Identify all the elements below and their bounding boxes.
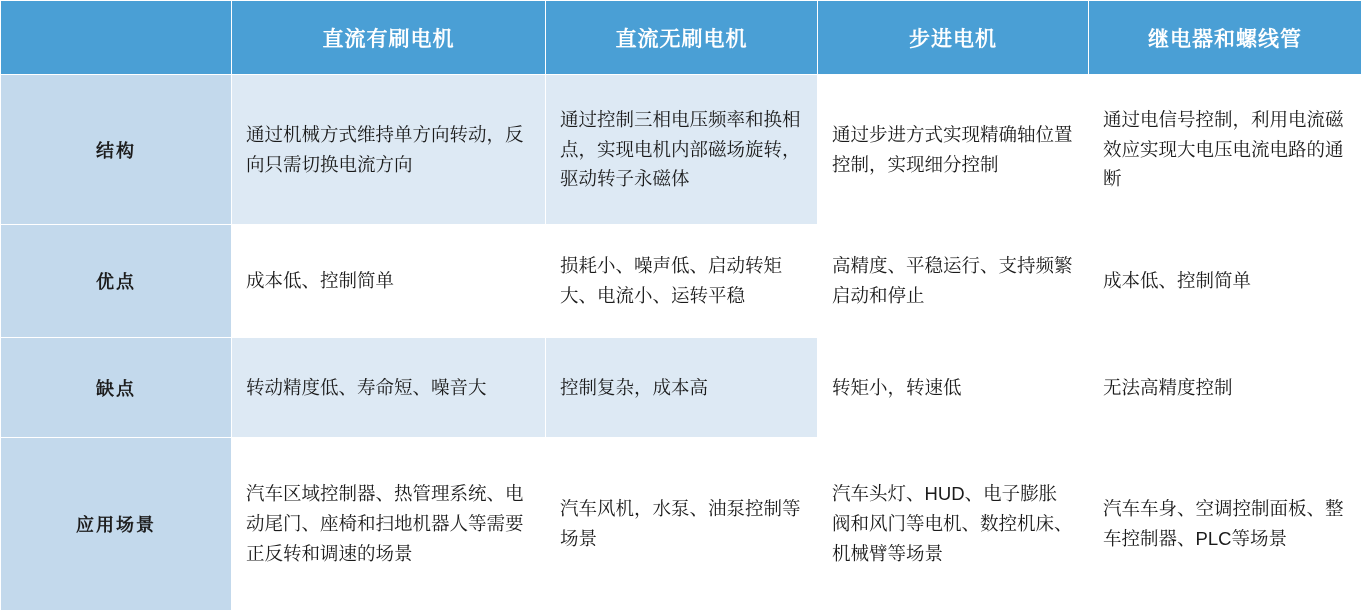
cell-advantages-dc-brushless: 损耗小、噪声低、启动转矩大、电流小、运转平稳 [546,225,818,338]
table-row-applications [1,438,1361,611]
cell-structure-stepper: 通过步进方式实现精确轴位置控制，实现细分控制 [818,75,1089,225]
cell-advantages-stepper: 高精度、平稳运行、支持频繁启动和停止 [818,225,1089,338]
row-header-disadvantages: 缺点 [1,338,232,438]
column-header-dc-brushless: 直流无刷电机 [546,1,818,75]
cell-applications-dc-brushed: 汽车区域控制器、热管理系统、电动尾门、座椅和扫地机器人等需要正反转和调速的场景 [232,438,546,611]
cell-applications-dc-brushless: 汽车风机，水泵、油泵控制等场景 [546,438,818,611]
table-row-disadvantages [1,338,1361,438]
cell-applications-stepper: 汽车头灯、HUD、电子膨胀阀和风门等电机、数控机床、机械臂等场景 [818,438,1089,611]
table-row-advantages [1,225,1361,338]
cell-structure-dc-brushed: 通过机械方式维持单方向转动，反向只需切换电流方向 [232,75,546,225]
cell-applications-relay-solenoid: 汽车车身、空调控制面板、整车控制器、PLC等场景 [1089,438,1361,611]
column-header-relay-solenoid: 继电器和螺线管 [1089,1,1361,75]
column-header-stepper: 步进电机 [818,1,1089,75]
cell-disadvantages-dc-brushed: 转动精度低、寿命短、噪音大 [232,338,546,438]
cell-structure-dc-brushless: 通过控制三相电压频率和换相点，实现电机内部磁场旋转，驱动转子永磁体 [546,75,818,225]
table-row-structure [1,75,1361,225]
cell-structure-relay-solenoid: 通过电信号控制，利用电流磁效应实现大电压电流电路的通断 [1089,75,1361,225]
table-body [1,75,1361,611]
cell-advantages-relay-solenoid: 成本低、控制简单 [1089,225,1361,338]
row-header-advantages: 优点 [1,225,232,338]
cell-disadvantages-stepper: 转矩小，转速低 [818,338,1089,438]
table-header [1,1,1361,75]
cell-disadvantages-dc-brushless: 控制复杂，成本高 [546,338,818,438]
row-header-structure: 结构 [1,75,232,225]
table-corner-cell [1,1,232,75]
row-header-applications: 应用场景 [1,438,232,611]
cell-advantages-dc-brushed: 成本低、控制简单 [232,225,546,338]
cell-disadvantages-relay-solenoid: 无法高精度控制 [1089,338,1361,438]
column-header-dc-brushed: 直流有刷电机 [232,1,546,75]
header-row [1,1,1361,75]
